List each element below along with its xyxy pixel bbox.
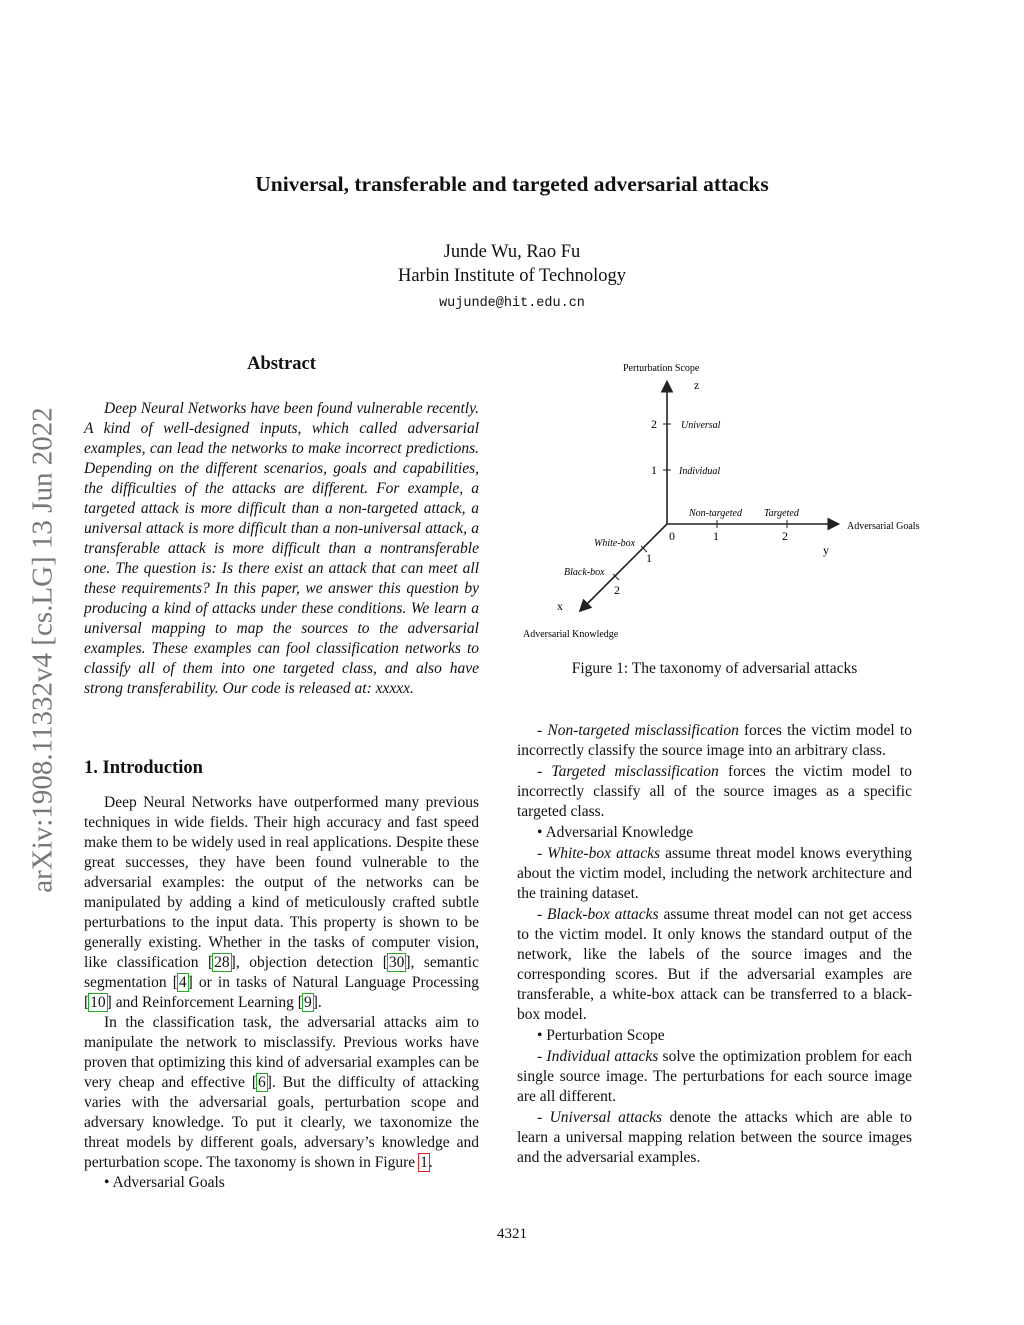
non-targeted-paragraph: - Non-targeted misclassification forces the victim model to incorrectly classify the source image into an arbitrary class. (517, 722, 912, 759)
introduction-body (84, 793, 479, 1193)
black-box-paragraph: - Black-box attacks assume threat model can not get access to the victim model. It only knows the standard output of the network, like the labels of the source images and the corresponding scores. But if the adversarial examples are transferable, a white-box attack can be transferred to a black-box model. (517, 906, 912, 1023)
page-number: 4321 (497, 1226, 527, 1242)
x-tick-2-label: 2 (614, 583, 620, 597)
z-tick-2-label: 2 (651, 417, 657, 431)
figure-reference-link[interactable]: 1 (420, 1154, 428, 1171)
abstract-heading: Abstract (247, 354, 316, 374)
x-category-white-box: White-box (594, 538, 636, 549)
paper-title: Universal, transferable and targeted adversarial attacks (255, 172, 769, 196)
z-category-individual: Individual (679, 466, 721, 477)
taxonomy-diagram (517, 350, 927, 650)
citation-link[interactable]: 30 (388, 954, 405, 971)
right-column-body (517, 721, 912, 1169)
z-axis-label: z (694, 378, 700, 392)
arxiv-sidebar (25, 355, 61, 945)
author-email[interactable]: wujunde@hit.edu.cn (439, 296, 585, 311)
y-axis-label: y (823, 543, 829, 557)
citation-link[interactable]: 9 (303, 994, 312, 1011)
y-tick-1-label: 1 (713, 529, 719, 543)
taxonomy-figure (517, 350, 927, 650)
individual-attacks-paragraph: - Individual attacks solve the optimization problem for each single source image. The perturbations for each source image are all different. (517, 1048, 912, 1105)
figure-caption: Figure 1: The taxonomy of adversarial attacks (571, 660, 858, 677)
white-box-paragraph: - White-box attacks assume threat model knows everything about the victim model, including the network architecture and the training dataset. (517, 845, 912, 902)
y-category-non-targeted: Non-targeted (689, 508, 742, 519)
x-axis-title: Adversarial Knowledge (523, 629, 619, 640)
bullet-perturbation-scope: • Perturbation Scope (537, 1027, 665, 1044)
bullet-adversarial-goals: • Adversarial Goals (104, 1174, 225, 1191)
intro-paragraph-2: In the classification task, the adversarial attacks aim to manipulate the network to misclassify. Previous works have proven that optimizing this kind of adversarial examples can be very cheap and effective [6]. But the difficulty of attacking varies with the adversarial goals, perturbation scope and adversary knowledge. To put it clearly, we taxonomize the threat models by different goals, adversary’s knowledge and perturbation scope. The taxonomy is shown in Figure 1. (84, 1014, 480, 1171)
x-category-black-box: Black-box (564, 567, 605, 578)
citation-link[interactable]: 6 (257, 1074, 266, 1091)
bullet-adversarial-knowledge: • Adversarial Knowledge (537, 824, 694, 841)
z-tick-1-label: 1 (651, 463, 657, 477)
x-axis-label: x (557, 599, 563, 613)
introduction-heading: 1. Introduction (84, 758, 203, 778)
citation-link[interactable]: 28 (214, 954, 230, 971)
citation-link[interactable]: 4 (178, 974, 187, 991)
origin-label: 0 (669, 529, 675, 543)
author-names: Junde Wu, Rao Fu (443, 242, 581, 262)
citation-link[interactable]: 10 (90, 994, 106, 1011)
author-block (0, 240, 1024, 316)
targeted-paragraph: - Targeted misclassification forces the victim model to incorrectly classify all of the source images as a specific targeted class. (517, 763, 912, 820)
z-category-universal: Universal (681, 420, 721, 431)
universal-attacks-paragraph: - Universal attacks denote the attacks which are able to learn a universal mapping relation between the source images and the adversarial examples. (517, 1109, 912, 1166)
intro-paragraph-1: Deep Neural Networks have outperformed many previous techniques in wide fields. Their high accuracy and fast speed make them to be widely used in real applications. Despite these great successes, they have been found vulnerable to the adversarial examples: the output of the networks can be manipulated by adding a kind of meticulously crafted subtle perturbations to the input data. This property is shown to be generally existing. Whether in the tasks of computer vision, like classification [28], objection detection [30], semantic segmentation [4] or in tasks of Natural Language Processing [10] and Reinforcement Learning [9]. (84, 794, 479, 1011)
x-tick-1-label: 1 (646, 551, 652, 565)
y-tick-2-label: 2 (782, 529, 788, 543)
arxiv-identifier: arXiv:1908.11332v4 [cs.LG] 13 Jun 2022 (26, 407, 59, 893)
z-axis-title: Perturbation Scope (623, 363, 700, 374)
affiliation: Harbin Institute of Technology (397, 266, 627, 286)
abstract-text: Deep Neural Networks have been found vulnerable recently. A kind of well-designed inputs, which called adversarial examples, can lead the networks to make incorrect predictions. Depending on the different scenarios, goals and capabilities, the difficulties of the attacks are different. For example, a targeted attack is more difficult than a non-targeted attack, a universal attack is more difficult than a non-universal attack, a transferable attack is more difficult than a nontransferable one. The question is: Is there exist an attack that can meet all these requirements? In this paper, we answer this question by producing a kind of attacks under these conditions. We learn a universal mapping to map the sources to the adversarial examples. These examples can fool classification networks to classify all of them into one targeted class, and also have strong transferability. Our code is released at: xxxxx. (84, 400, 479, 697)
y-axis-title: Adversarial Goals (847, 521, 920, 532)
y-category-targeted: Targeted (764, 508, 799, 519)
